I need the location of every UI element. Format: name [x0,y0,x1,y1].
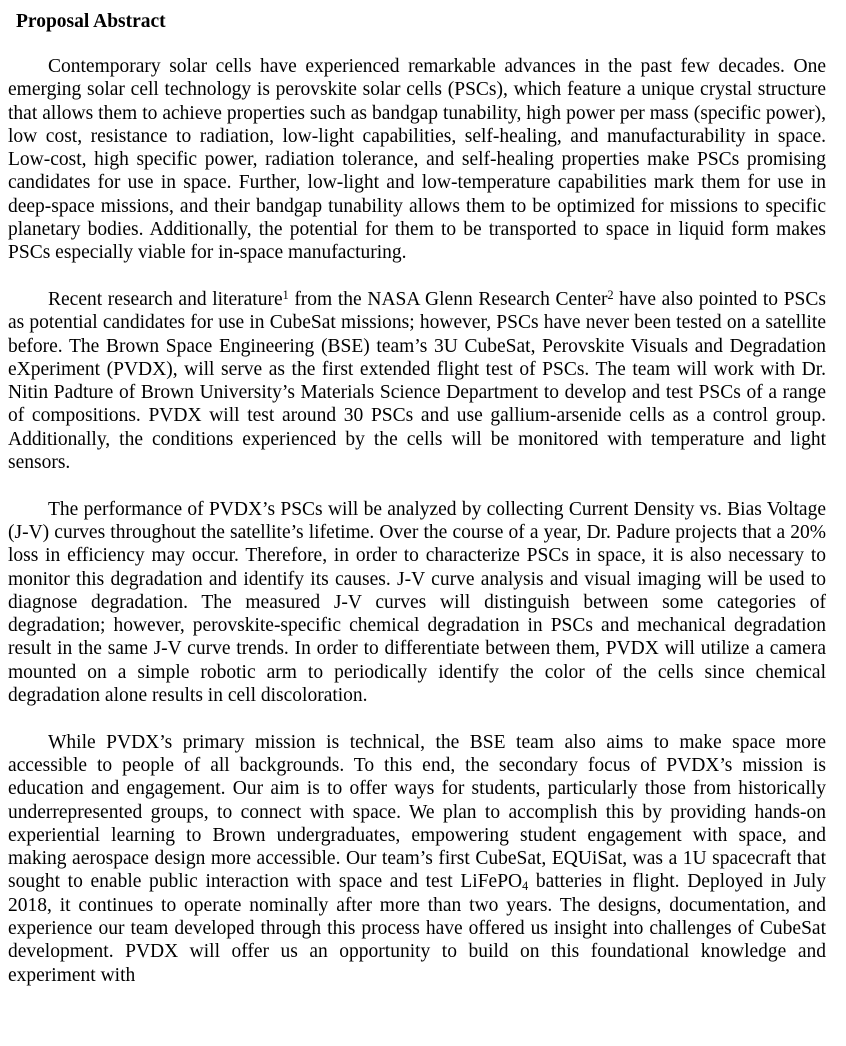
paragraph [8,55,826,265]
subscript-text: 4 [522,879,529,894]
text-run: Contemporary solar cells have experienced remarkable advances in the past few decades. One emerging solar cell technology is perovskite solar cells (PSCs), which feature a unique crystal structure that allows them to achieve properties such as bandgap tunability, high power per mass (specific power), low cost, resistance to radiation, low-light capabilities, self-healing, and manufacturability in space. Low-cost, high specific power, radiation tolerance, and self-healing properties make PSCs promising candidates for use in space. Further, low-light and low-temperature capabilities mark them for use in deep-space missions, and their bandgap tunability allows them to be optimized for missions to specific planetary bodies. Additionally, the potential for them to be transported to space in liquid form makes PSCs especially viable for in-space manufacturing. [8,56,826,264]
text-run: Recent research and literature [48,288,283,310]
text-run: The performance of PVDX’s PSCs will be analyzed by collecting Current Density vs. Bias Voltage (J-V) curves throughout the satellite’s lifetime. Over the course of a year, Dr. Padure projects that a 20% loss in efficiency may occur. Therefore, in order to characterize PSCs in space, it is also necessary to monitor this degradation and identify its causes. J-V curve analysis and visual imaging will be used to diagnose degradation. The measured J-V curves will distinguish between some categories of degradation; however, perovskite-specific chemical degradation in PSCs and mechanical degradation result in the same J-V curve trends. In order to differentiate between them, PVDX will utilize a camera mounted on a simple robotic arm to periodically identify the color of the cells since chemical degradation alone results in cell discoloration. [8,498,826,707]
paragraph [8,498,826,708]
text-run: from the NASA Glenn Research Center [288,288,608,310]
document-body [8,55,826,987]
paragraph [8,731,826,987]
superscript-footnote-marker: 1 [282,287,289,302]
text-run: While PVDX’s primary mission is technical, the BSE team also aims to make space more accessible to people of all backgrounds. To this end, the secondary focus of PVDX’s mission is education and engagement. Our aim is to offer ways for students, particularly those from historically underrepresented groups, to connect with space. We plan to accomplish this by providing hands-on experiential learning to Brown undergraduates, empowering student engagement with space, and making aerospace design more accessible. Our team’s first CubeSat, EQUiSat, was a 1U spacecraft that sought to enable public interaction with space and test LiFePO [8,731,826,893]
paragraph [8,288,826,474]
superscript-footnote-marker: 2 [607,287,614,302]
document-title: Proposal Abstract [16,11,166,32]
text-run: have also pointed to PSCs as potential candidates for use in CubeSat missions; however, PSCs have never been tested on a satellite before. The Brown Space Engineering (BSE) team’s 3U CubeSat, Perovskite Visuals and Degradation eXperiment (PVDX), will serve as the first extended flight test of PSCs. The team will work with Dr. Nitin Padture of Brown University’s Materials Science Department to develop and test PSCs of a range of compositions. PVDX will test around 30 PSCs and use gallium-arsenide cells as a control group. Additionally, the conditions experienced by the cells will be monitored with temperature and light sensors. [8,288,826,474]
text-run: batteries in flight. Deployed in July 2018, it continues to operate nominally after more than two years. The designs, documentation, and experience our team developed through this process have offered us insight into challenges of CubeSat development. PVDX will offer us an opportunity to build on this foundational knowledge and experiment with [8,871,827,986]
